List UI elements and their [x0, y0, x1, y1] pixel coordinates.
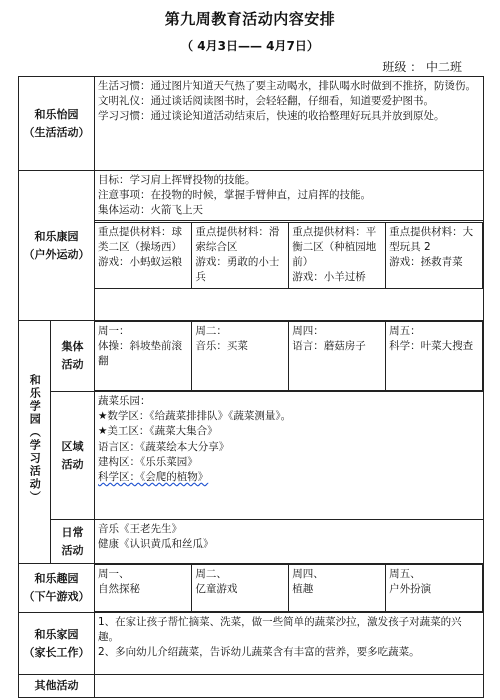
- schedule-table: [18, 76, 484, 698]
- fun-content: [95, 564, 484, 613]
- regional-line-6: 科学区：《会爬的植物》: [98, 471, 209, 484]
- regional-line-4: 语言区：《蔬菜绘本大分享》: [98, 440, 230, 453]
- outdoor-area-3: 重点提供材料：平衡二区（种植园地前） 游戏：小羊过桥: [289, 222, 386, 288]
- fun-row: [19, 564, 484, 613]
- learning-daily-row: [19, 520, 484, 564]
- regional-content: [95, 392, 484, 520]
- fun-thu: 周四、 植趣: [289, 565, 386, 612]
- collective-tue: 周二： 音乐：买菜: [192, 322, 289, 391]
- collective-label: 集体 活动: [51, 321, 95, 392]
- fun-mon: 周一、 自然探秘: [95, 565, 192, 612]
- daily-label: 日常 活动: [51, 520, 95, 564]
- fun-tue: 周二、 亿童游戏: [192, 565, 289, 612]
- learning-collective-row: [19, 321, 484, 392]
- outdoor-group: 集体运动：火箭飞上天: [98, 204, 203, 217]
- outdoor-area-1: 重点提供材料：球类二区（操场西） 游戏：小蚂蚁运粮: [95, 222, 192, 288]
- collective-fri: 周五： 科学：叶菜大搜查: [386, 322, 483, 391]
- daily-line-2: 健康《认识黄瓜和丝瓜》: [98, 538, 214, 551]
- collective-content: [95, 321, 484, 392]
- outdoor-content: [95, 171, 484, 321]
- outdoor-goal: 目标：学习肩上挥臂投物的技能。: [98, 174, 256, 186]
- home-label: 和乐家园 （家长工作）: [19, 613, 95, 675]
- fun-days: [95, 564, 483, 612]
- fun-fri: 周五、 户外扮演: [386, 565, 483, 612]
- regional-line-5: 建构区：《乐乐菜园》: [98, 455, 198, 468]
- regional-label: 区域 活动: [51, 392, 95, 520]
- class-info: 班级 ： 中二班: [382, 60, 462, 74]
- outdoor-row: [19, 171, 484, 321]
- learning-regional-row: [19, 392, 484, 520]
- fun-label: 和乐趣园 （下午游戏）: [19, 564, 95, 613]
- other-content: [95, 675, 484, 698]
- outdoor-label: 和乐康园 （户外运动）: [19, 171, 95, 321]
- page-title: 第九周教育活动内容安排: [164, 10, 336, 28]
- home-row: [19, 613, 484, 675]
- home-content: [95, 613, 484, 675]
- other-row: [19, 675, 484, 698]
- life-label: 和乐怡园 （生活活动）: [19, 77, 95, 171]
- other-label: 其他活动: [19, 675, 95, 698]
- regional-line-2: ★数学区：《给蔬菜排排队》《蔬菜测量》。: [98, 410, 292, 423]
- outdoor-area-4: 重点提供材料：大型玩具 2 游戏：拯救青菜: [386, 222, 483, 288]
- life-content: [95, 77, 484, 171]
- outdoor-note: 注意事项：在投物的时候，掌握手臂伸直，过肩挥的技能。: [98, 189, 371, 202]
- life-row: [19, 77, 484, 171]
- life-line-1: 生活习惯：通过图片知道天气热了要主动喝水，排队喝水时做到不推挤，防烫伤。: [98, 80, 476, 92]
- life-line-3: 学习习惯：通过谈论知道活动结束后，快速的收拾整理好玩具并放到原处。: [98, 110, 445, 123]
- learning-label: 和乐学园（学习活动）: [19, 321, 51, 564]
- home-line-1: 1、在家让孩子帮忙摘菜、洗菜，做一些简单的蔬菜沙拉，激发孩子对蔬菜的兴趣。: [98, 616, 462, 644]
- outdoor-areas: [95, 222, 483, 289]
- collective-days: [95, 321, 483, 391]
- home-line-2: 2、多向幼儿介绍蔬菜，告诉幼儿蔬菜含有丰富的营养，要多吃蔬菜。: [98, 646, 420, 659]
- outdoor-area-2: 重点提供材料：滑索综合区 游戏：勇敢的小士兵: [192, 222, 289, 288]
- collective-mon: 周一： 体操：斜坡垫前滚翻: [95, 322, 192, 391]
- date-range: （ 4月3日—— 4月7日）: [181, 39, 319, 53]
- regional-line-3: ★美工区：《蔬菜大集合》: [98, 425, 218, 438]
- regional-line-1: 蔬菜乐园：: [98, 395, 151, 407]
- daily-content: [95, 520, 484, 564]
- collective-thu: 周四： 语言：蘑菇房子: [289, 322, 386, 391]
- daily-line-1: 音乐《王老先生》: [98, 523, 182, 535]
- life-line-2: 文明礼仪：通过谈话阅读图书时，会轻轻翻，仔细看，知道要爱护图书。: [98, 95, 434, 108]
